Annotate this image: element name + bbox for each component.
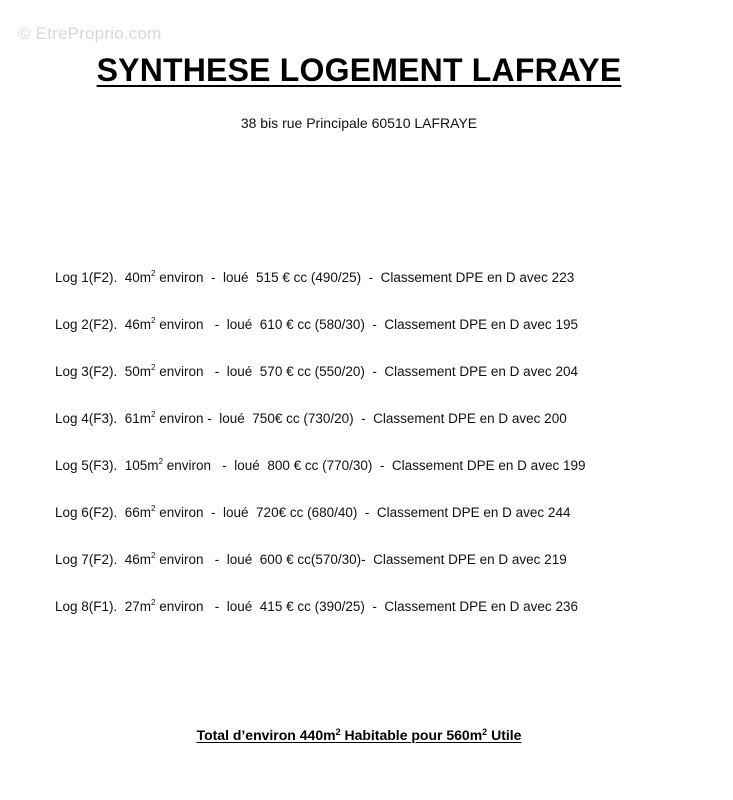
unit-label: Log 1(F2). 40m [55, 270, 152, 285]
unit-details: environ - loué 610 € cc (580/30) - Classement DPE en D avec 195 [155, 317, 578, 332]
total-superscript-1: 2 [335, 727, 341, 737]
total-text-3: Utile [487, 727, 522, 743]
unit-label: Log 3(F2). 50m [55, 364, 152, 379]
total-text-1: Total d’environ 440m [196, 727, 336, 743]
total-text-2: Habitable pour 560m [340, 727, 483, 743]
unit-details: environ - loué 515 € cc (490/25) - Classement DPE en D avec 223 [155, 270, 575, 285]
unit-label: Log 2(F2). 46m [55, 317, 152, 332]
unit-label: Log 5(F3). 105m [55, 458, 159, 473]
unit-superscript: 2 [151, 363, 156, 372]
total-superscript-2: 2 [482, 727, 488, 737]
unit-details: environ - loué 750€ cc (730/20) - Classement DPE en D avec 200 [155, 411, 567, 426]
unit-label: Log 7(F2). 46m [55, 552, 152, 567]
total-summary [0, 727, 718, 743]
watermark: © EtreProprio.com [18, 24, 162, 43]
unit-details: environ - loué 800 € cc (770/30) - Classement DPE en D avec 199 [163, 458, 586, 473]
list-item [55, 409, 585, 456]
unit-label: Log 4(F3). 61m [55, 411, 152, 426]
list-item [55, 315, 585, 362]
list-item [55, 550, 585, 597]
unit-label: Log 8(F1). 27m [55, 599, 152, 614]
unit-superscript: 2 [151, 269, 156, 278]
list-item [55, 362, 585, 409]
unit-superscript: 2 [151, 504, 156, 513]
list-item [55, 268, 585, 315]
list-item [55, 456, 585, 503]
unit-details: environ - loué 415 € cc (390/25) - Classement DPE en D avec 236 [155, 599, 578, 614]
unit-details: environ - loué 570 € cc (550/20) - Classement DPE en D avec 204 [155, 364, 578, 379]
address: 38 bis rue Principale 60510 LAFRAYE [240, 115, 478, 131]
list-item [55, 597, 585, 644]
list-item [55, 503, 585, 550]
unit-details: environ - loué 600 € cc(570/30)- Classement DPE en D avec 219 [155, 552, 567, 567]
unit-superscript: 2 [151, 410, 156, 419]
unit-superscript: 2 [151, 551, 156, 560]
unit-superscript: 2 [151, 316, 156, 325]
unit-label: Log 6(F2). 66m [55, 505, 152, 520]
page-title: SYNTHESE LOGEMENT LAFRAYE [96, 52, 622, 88]
unit-superscript: 2 [151, 598, 156, 607]
unit-superscript: 2 [158, 457, 164, 466]
unit-details: environ - loué 720€ cc (680/40) - Classement DPE en D avec 244 [155, 505, 571, 520]
units-list [55, 268, 585, 644]
